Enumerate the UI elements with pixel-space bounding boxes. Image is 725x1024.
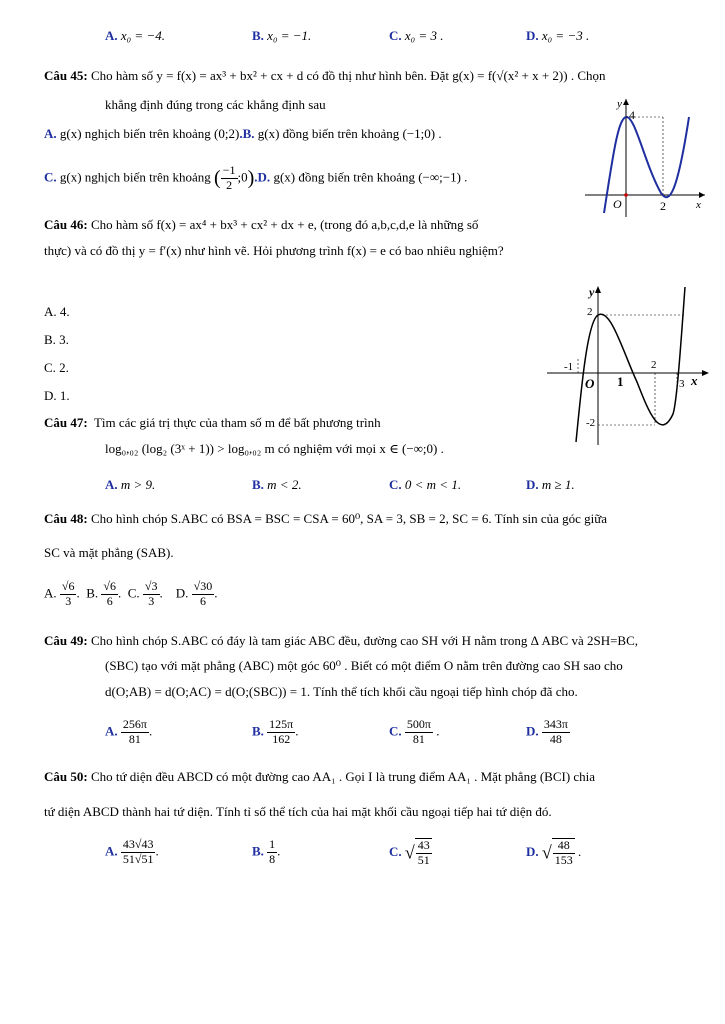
- q50-option-c: C. √ $\frac{43}{51}$: [389, 838, 430, 867]
- q47-option-c: C. 0 < m < 1.: [389, 477, 462, 492]
- option-label: B.: [86, 585, 99, 601]
- question-number: Câu 49:: [44, 633, 88, 648]
- option-label: D.: [526, 28, 539, 43]
- q49-option-c: C. $\frac{500\pi}{81}$ .: [389, 717, 440, 746]
- question-number: Câu 48:: [44, 511, 88, 526]
- q47-stem-line2: log₀,₀₂ (log₂ (3ˣ + 1)) > log₀,₀₂ m có nghiệm với mọi x ∈ (−∞;0) .: [105, 441, 444, 456]
- q49-option-d: D. $\frac{343\pi}{48}$: [526, 717, 568, 746]
- q45-options-ab: [44, 126, 442, 142]
- tick-y-minus2: -2: [586, 417, 596, 429]
- q45-cubic-graph: [583, 95, 708, 220]
- option-b-text: g(x) đồng biến trên khoảng (−1;0) .: [257, 126, 442, 141]
- q46-option-d: D. 1.: [44, 388, 70, 403]
- tick-x-1: 1: [617, 374, 624, 389]
- tick-x-minus1: -1: [564, 361, 574, 373]
- option-c-fraction: $\frac{-1}{2}$: [222, 163, 236, 192]
- q50-stem-line2: tứ diện ABCD thành hai tứ diện. Tính tỉ số thể tích của hai mặt khối cầu ngoại tiếp hai tứ diện đó.: [44, 804, 552, 819]
- q50-option-b: B. $\frac{1}{8}$ .: [252, 837, 281, 866]
- q46-option-b: B. 3.: [44, 332, 69, 347]
- x-label: x: [691, 373, 698, 388]
- q45-options-cd: C. g(x) nghịch biến trên khoảng ( $\frac{-1}{2}$ ;0).D. g(x) đồng biến trên khoảng (−∞;−1) .: [44, 163, 468, 192]
- q46-stem-line2: thực) và có đồ thị y = f′(x) như hình vẽ. Hỏi phương trình f(x) = e có bao nhiêu nghiệm?: [44, 243, 504, 258]
- tick-y-4: 4: [629, 108, 635, 122]
- origin-label: O: [613, 197, 622, 211]
- y-label: y: [589, 285, 595, 299]
- option-label: A.: [105, 28, 118, 43]
- option-label: C.: [44, 169, 57, 185]
- x-label: x: [696, 199, 701, 211]
- q44-option-a: [105, 28, 165, 44]
- q47-stem-line1: [44, 415, 381, 431]
- q47-option-a: A. m > 9.: [105, 477, 156, 492]
- option-label: A.: [44, 585, 57, 601]
- q49-option-b: B. $\frac{125\pi}{162}$ .: [252, 717, 299, 746]
- option-label: C.: [127, 585, 140, 601]
- option-c-text: g(x) nghịch biến trên khoảng: [59, 169, 211, 185]
- option-label: .D.: [254, 169, 271, 185]
- question-text: Tìm các giá trị thực của tham số m để bất phương trình: [93, 415, 381, 430]
- q48-stem-line1: [44, 511, 607, 527]
- y-label: y: [617, 98, 622, 110]
- option-d-text: g(x) đồng biến trên khoảng (−∞;−1) .: [273, 169, 468, 185]
- option-label: A.: [44, 126, 57, 141]
- origin-label: O: [585, 376, 595, 391]
- tick-x-2: 2: [651, 359, 657, 371]
- option-text: x₀ = −3 .: [541, 28, 590, 43]
- q46-derivative-graph: [545, 282, 715, 447]
- tick-y-2: 2: [587, 306, 593, 318]
- q46-option-a: A. 4.: [44, 304, 70, 319]
- option-label: .B.: [239, 126, 255, 141]
- question-text: Cho hình chóp S.ABC có BSA = BSC = CSA = 60⁰, SA = 3, SB = 2, SC = 6. Tính sin của góc giữa: [90, 511, 608, 526]
- q46-option-c: C. 2.: [44, 360, 69, 375]
- q49-stem-line2: (SBC) tạo với mặt phẳng (ABC) một góc 60⁰ . Biết có một điểm O nằm trên đường cao SH sao cho: [105, 658, 623, 673]
- question-number: Câu 45:: [44, 68, 88, 83]
- q50-option-d: D. √ $\frac{48}{153}$ .: [526, 838, 582, 867]
- option-text: x₀ = −1.: [267, 28, 312, 43]
- option-label: D.: [175, 585, 189, 601]
- question-text: Cho hàm số y = f(x) = ax³ + bx² + cx + d có đồ thị như hình bên. Đặt g(x) = f(√(x² + x + 2)) . Chọn: [90, 68, 606, 83]
- option-label: C.: [389, 28, 402, 43]
- tick-x-3: 3: [679, 378, 685, 390]
- question-number: Câu 47:: [44, 415, 88, 430]
- q48-stem-line2: SC và mặt phẳng (SAB).: [44, 545, 174, 560]
- tick-x-2: 2: [660, 199, 666, 213]
- option-a-text: g(x) nghịch biến trên khoảng (0;2): [59, 126, 240, 141]
- question-text: Cho tứ diện đều ABCD có một đường cao AA₁ . Gọi I là trung điểm AA₁ . Mặt phẳng (BCI) chia: [90, 769, 596, 784]
- q46-stem-line1: [44, 217, 478, 233]
- option-label: B.: [252, 28, 264, 43]
- q50-option-a: A. $\frac{43√43}{51√51}$ .: [105, 837, 159, 866]
- question-number: Câu 50:: [44, 769, 88, 784]
- question-number: Câu 46:: [44, 217, 88, 232]
- q47-option-d: D. m ≥ 1.: [526, 477, 575, 492]
- option-text: x₀ = −4.: [120, 28, 165, 43]
- q44-option-c: [389, 28, 443, 44]
- q45-stem-line2: khẳng định đúng trong các khẳng định sau: [105, 97, 326, 112]
- q47-option-b: B. m < 2.: [252, 477, 302, 492]
- q49-option-a: A. $\frac{256\pi}{81}$ .: [105, 717, 153, 746]
- q44-option-d: [526, 28, 589, 44]
- q49-stem-line3: d(O;AB) = d(O;AC) = d(O;(SBC)) = 1. Tính thể tích khối cầu ngoại tiếp hình chóp đã cho.: [105, 684, 578, 699]
- question-text: Cho hàm số f(x) = ax⁴ + bx³ + cx² + dx + e, (trong đó a,b,c,d,e là những số: [90, 217, 479, 232]
- option-text: x₀ = 3 .: [404, 28, 444, 43]
- q49-stem-line1: [44, 633, 638, 649]
- q50-stem-line1: [44, 769, 595, 785]
- question-text: Cho hình chóp S.ABC có đáy là tam giác ABC đều, đường cao SH với H nằm trong Δ ABC và 2SH=BC,: [90, 633, 639, 648]
- q44-option-b: [252, 28, 311, 44]
- q48-options: A. $\frac{√6}{3}$ . B. $\frac{√6}{6}$ . C. $\frac{√3}{3}$ . D. $\frac{√30}{6}$ .: [44, 579, 218, 608]
- q45-stem-line1: [44, 68, 606, 84]
